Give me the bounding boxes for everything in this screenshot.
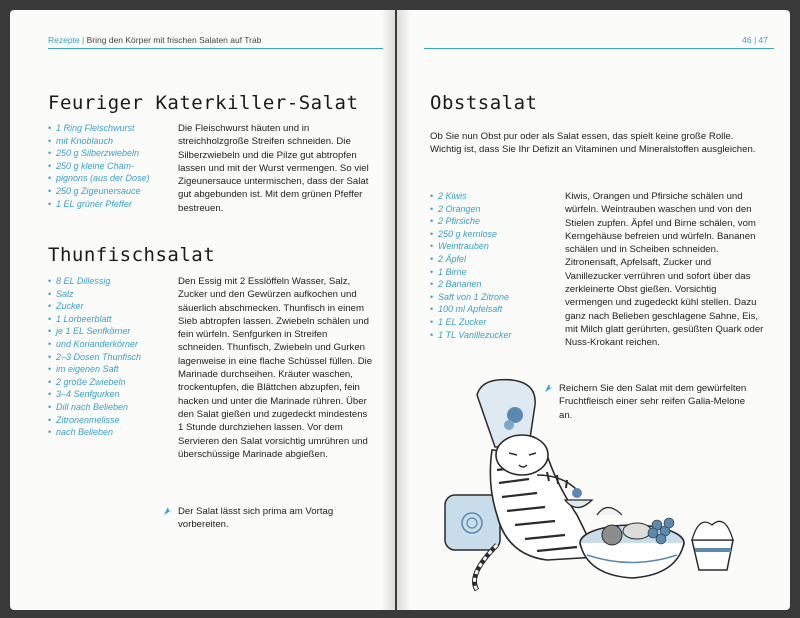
- header-rule: [48, 48, 383, 49]
- ingredient-item: • Zucker: [48, 300, 173, 313]
- tip-text: Der Salat lässt sich prima am Vortag vorbereiten.: [178, 506, 334, 531]
- ingredient-item: • 250 g kernlose: [430, 228, 555, 241]
- page-numbers: 46 | 47: [742, 35, 768, 45]
- running-head: [48, 35, 261, 45]
- recipe-intro: Ob Sie nun Obst pur oder als Salat essen, das spielt keine große Rolle. Wichtig ist, dass Sie Ihr Defizit an Vitaminen und Mineralstoffen ausgleichen.: [430, 131, 756, 156]
- ingredient-item: • und Korianderkörner: [48, 338, 173, 351]
- recipe-instructions: Die Fleischwurst häuten und in streichholzgroße Streifen schneiden. Die Silberzwiebeln und die Pilze gut abtropfen lassen und mit der Wurst vermengen. So viel Zigeunersauce untermischen, dass der Salat gut abgebunden ist. Mit dem grünen Pfeffer bestreuen.: [178, 123, 369, 214]
- ingredient-item: • Saft von 1 Zitrone: [430, 291, 555, 304]
- ingredient-item: • 2 Orangen: [430, 203, 555, 216]
- ingredient-item: • Dill nach Belieben: [48, 401, 173, 414]
- ingredient-item: • 1 TL Vanillezucker: [430, 329, 555, 342]
- ingredient-item: • 1 Ring Fleischwurst: [48, 122, 173, 135]
- recipe-instructions: Kiwis, Orangen und Pfirsiche schälen und würfeln. Weintrauben waschen und von den Stielen zupfen. Äpfel und Birne schälen, vom Kerngehäuse befreien und würfeln. Bananen schälen und in Scheiben schneiden. Zitronensaft, Apfelsaft, Zucker und Vanillezucker verrühren und sofort über das zerkleinerte Obst gießen. Vorsichtig vermengen und zugedeckt kühl stellen. Dazu ganz nach Belieben geschlagene Sahne, Eis, mit Milch glatt gerührten, gesüßten Quark oder Nuss-Krokant reichen.: [565, 191, 764, 349]
- ingredient-item: • Salz: [48, 288, 173, 301]
- ingredient-item: • mit Knoblauch: [48, 135, 173, 148]
- ingredient-item: • nach Belieben: [48, 426, 173, 439]
- ingredient-item: • 1 EL Zucker: [430, 316, 555, 329]
- running-head-section: Rezepte: [48, 35, 80, 45]
- ingredient-item: • 100 ml Apfelsaft: [430, 303, 555, 316]
- ingredient-item: • 1 Lorbeerblatt: [48, 313, 173, 326]
- ingredient-item: • 2 Pfirsiche: [430, 215, 555, 228]
- ingredient-item: • 250 g kleine Cham-: [48, 160, 173, 173]
- right-page: [397, 10, 790, 610]
- recipe-title: Obstsalat: [430, 92, 538, 114]
- running-head-subtitle: Bring den Körper mit frischen Salaten auf Trab: [86, 35, 262, 45]
- ingredient-item: • pignons (aus der Dose): [48, 172, 173, 185]
- ingredient-list: [48, 122, 173, 210]
- cat-fruit-illustration-icon: [437, 375, 737, 595]
- ingredient-item: • 2 Äpfel: [430, 253, 555, 266]
- gutter-shadow: [381, 10, 395, 610]
- ingredient-item: • 1 Birne: [430, 266, 555, 279]
- ingredient-item: • 250 g Silberzwiebeln: [48, 147, 173, 160]
- ingredient-item: • 2–3 Dosen Thunfisch: [48, 351, 173, 364]
- header-rule: [424, 48, 774, 49]
- recipe-instructions: Den Essig mit 2 Esslöffeln Wasser, Salz, Zucker und den Gewürzen aufkochen und säuerlich abschmecken. Thunfisch in einem Sieb abtropfen lassen. Zwiebeln schälen und fein würfeln. Senfgurken in Streifen schneiden. Thunfisch, Zwiebeln und Gurken lagenweise in eine flache Schüssel füllen. Die Marinade durchseihen. Kräuter waschen, trockentupfen, die Blättchen abzupfen, fein hacken und unter die Marinade rühren. Über den Salat gießen und zugedeckt mindestens 1 Stunde durchziehen lassen. Vor dem Servieren den Salat vorsichtig umrühren und überschüssige Marinade abgießen.: [178, 276, 373, 460]
- running-head-separator: |: [82, 35, 85, 45]
- ingredient-item: • Weintrauben: [430, 240, 555, 253]
- tip-box: [178, 505, 368, 532]
- tip-text: Reichern Sie den Salat mit dem gewürfelten Fruchtfleisch einer sehr reifen Galia-Melone an.: [559, 383, 747, 421]
- recipe-title: Feuriger Katerkiller-Salat: [48, 92, 359, 114]
- ingredient-item: • im eigenen Saft: [48, 363, 173, 376]
- ingredient-item: • 2 Bananen: [430, 278, 555, 291]
- ingredient-item: • 8 EL Dillessig: [48, 275, 173, 288]
- recipe-title: Thunfischsalat: [48, 244, 216, 266]
- tip-icon: [162, 505, 174, 517]
- ingredient-list: [48, 275, 173, 439]
- ingredient-item: • Zitronenmelisse: [48, 414, 173, 427]
- ingredient-item: • 2 Kiwis: [430, 190, 555, 203]
- ingredient-item: • 250 g Zigeunersauce: [48, 185, 173, 198]
- gutter-shadow: [397, 10, 411, 610]
- ingredient-item: • 2 große Zwiebeln: [48, 376, 173, 389]
- left-page: [10, 10, 395, 610]
- ingredient-item: • je 1 EL Senfkörner: [48, 325, 173, 338]
- ingredient-item: • 1 EL grüner Pfeffer: [48, 198, 173, 211]
- ingredient-item: • 3–4 Senfgurken: [48, 388, 173, 401]
- ingredient-list: [430, 190, 555, 341]
